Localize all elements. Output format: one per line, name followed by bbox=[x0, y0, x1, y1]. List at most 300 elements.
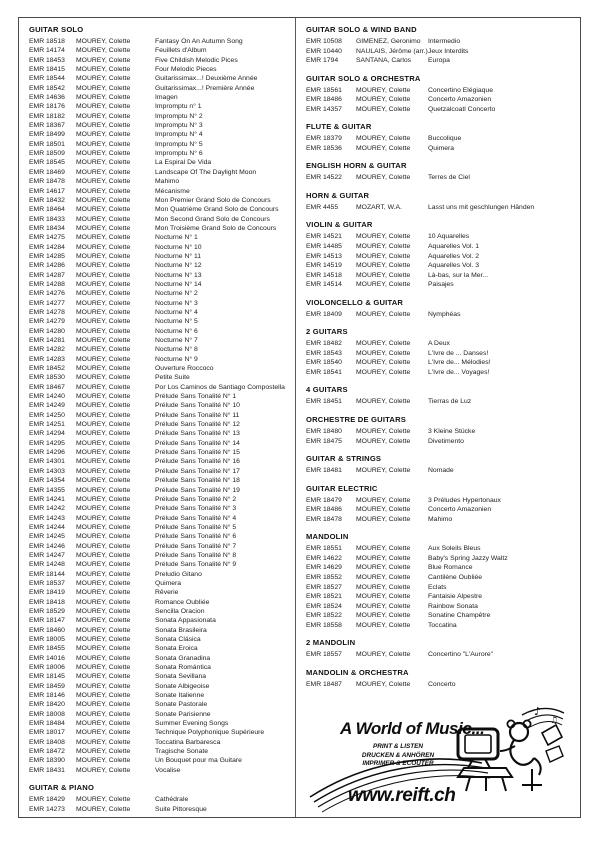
catalog-ref: EMR 14243 bbox=[29, 514, 65, 522]
catalog-row bbox=[306, 95, 572, 105]
catalog-title: Summer Evening Songs bbox=[155, 720, 229, 728]
catalog-composer: MOUREY, Colette bbox=[356, 515, 411, 523]
catalog-ref: EMR 18486 bbox=[306, 96, 342, 104]
catalog-row bbox=[306, 349, 572, 359]
catalog-composer: MOUREY, Colette bbox=[356, 271, 411, 279]
catalog-title: Quetzalcoatl Concerto bbox=[428, 105, 496, 113]
catalog-ref: EMR 14355 bbox=[29, 486, 65, 494]
catalog-ref: EMR 14245 bbox=[29, 533, 65, 541]
catalog-title: Tierras de Luz bbox=[428, 398, 472, 406]
catalog-composer: MOUREY, Colette bbox=[76, 505, 131, 513]
catalog-row bbox=[29, 102, 287, 111]
catalog-title: Por Los Caminos de Santiago Compostella bbox=[155, 383, 285, 391]
catalog-ref: EMR 14174 bbox=[29, 47, 65, 55]
catalog-composer: MOUREY, Colette bbox=[76, 196, 131, 204]
catalog-title: Guitarissimax...! Deuxième Année bbox=[155, 75, 258, 83]
catalog-title: Nocturne N° 2 bbox=[155, 290, 198, 298]
catalog-title: Romance Oubliée bbox=[155, 598, 210, 606]
catalog-row bbox=[29, 644, 287, 653]
catalog-title: Un Bouquet pour ma Guitare bbox=[155, 757, 242, 765]
catalog-title: L'Ivre de... Voyages! bbox=[428, 368, 490, 376]
catalog-row bbox=[29, 457, 287, 466]
section-header: 2 MANDOLIN bbox=[306, 638, 356, 648]
catalog-composer: MOUREY, Colette bbox=[76, 589, 131, 597]
catalog-ref: EMR 18487 bbox=[306, 680, 342, 688]
catalog-ref: EMR 14522 bbox=[306, 174, 342, 182]
catalog-ref: EMR 18464 bbox=[29, 206, 65, 214]
catalog-row bbox=[29, 626, 287, 635]
catalog-title: Fantasy On An Autumn Song bbox=[155, 38, 243, 45]
catalog-row bbox=[306, 232, 572, 242]
right-sections bbox=[306, 24, 572, 689]
catalog-row bbox=[29, 401, 287, 410]
catalog-composer: MOUREY, Colette bbox=[356, 243, 411, 251]
catalog-composer: MOUREY, Colette bbox=[76, 561, 131, 569]
catalog-title: Nocturne N° 13 bbox=[155, 271, 202, 279]
section-header: 4 GUITARS bbox=[306, 385, 348, 395]
catalog-row bbox=[306, 339, 572, 349]
catalog-composer: MOUREY, Colette bbox=[76, 523, 131, 531]
catalog-composer: MOUREY, Colette bbox=[76, 393, 131, 401]
catalog-composer: MOUREY, Colette bbox=[76, 449, 131, 457]
catalog-row bbox=[29, 719, 287, 728]
catalog-title: Prélude Sans Tonalité N° 9 bbox=[155, 561, 237, 569]
catalog-row bbox=[29, 252, 287, 261]
catalog-ref: EMR 14280 bbox=[29, 327, 65, 335]
catalog-composer: MOUREY, Colette bbox=[76, 748, 131, 756]
catalog-composer: MOUREY, Colette bbox=[356, 105, 411, 113]
catalog-composer: MOUREY, Colette bbox=[76, 430, 131, 438]
catalog-title: Jeux Interdits bbox=[428, 47, 469, 55]
catalog-title: Sonate Parisienne bbox=[155, 710, 211, 718]
catalog-ref: EMR 18455 bbox=[29, 645, 65, 653]
left-column bbox=[19, 18, 295, 817]
catalog-ref: EMR 14303 bbox=[29, 467, 65, 475]
catalog-composer: MOUREY, Colette bbox=[76, 224, 131, 232]
catalog-composer: MOUREY, Colette bbox=[76, 187, 131, 195]
section-header: MANDOLIN & ORCHESTRA bbox=[306, 667, 409, 677]
catalog-row bbox=[29, 373, 287, 382]
catalog-ref: EMR 14514 bbox=[306, 281, 342, 289]
catalog-composer: MOUREY, Colette bbox=[76, 701, 131, 709]
catalog-ref: EMR 14276 bbox=[29, 290, 65, 298]
catalog-title: Prélude Sans Tonalité N° 6 bbox=[155, 533, 237, 541]
catalog-ref: EMR 14518 bbox=[306, 271, 342, 279]
section-header: GUITAR SOLO & WIND BAND bbox=[306, 25, 417, 34]
catalog-ref: EMR 14285 bbox=[29, 252, 65, 260]
catalog-composer: MOUREY, Colette bbox=[76, 720, 131, 728]
catalog-row bbox=[29, 392, 287, 401]
catalog-row bbox=[29, 523, 287, 532]
catalog-row bbox=[29, 439, 287, 448]
catalog-row bbox=[306, 505, 572, 515]
catalog-row bbox=[29, 224, 287, 233]
catalog-title: Prélude Sans Tonalité N° 18 bbox=[155, 477, 240, 485]
catalog-composer: MOUREY, Colette bbox=[76, 271, 131, 279]
catalog-composer: MOUREY, Colette bbox=[76, 514, 131, 522]
catalog-composer: MOUREY, Colette bbox=[76, 252, 131, 260]
catalog-row bbox=[29, 607, 287, 616]
catalog-row bbox=[29, 215, 287, 224]
catalog-composer: MOUREY, Colette bbox=[76, 66, 131, 74]
catalog-row bbox=[29, 280, 287, 289]
catalog-composer: MOUREY, Colette bbox=[356, 349, 411, 357]
reift-logo bbox=[306, 699, 572, 817]
catalog-ref: EMR 18521 bbox=[306, 593, 342, 601]
catalog-composer: MOUREY, Colette bbox=[76, 355, 131, 363]
catalog-row bbox=[29, 196, 287, 205]
catalog-row bbox=[29, 299, 287, 308]
content-frame bbox=[18, 17, 581, 818]
section-header: GUITAR ELECTRIC bbox=[306, 483, 378, 493]
catalog-ref: EMR 18529 bbox=[29, 607, 65, 615]
catalog-row bbox=[29, 65, 287, 74]
catalog-title: Prélude Sans Tonalité N° 4 bbox=[155, 514, 237, 522]
catalog-row bbox=[306, 602, 572, 612]
catalog-composer: MOUREY, Colette bbox=[76, 551, 131, 559]
catalog-ref: EMR 14278 bbox=[29, 308, 65, 316]
catalog-ref: EMR 14301 bbox=[29, 458, 65, 466]
catalog-composer: MOUREY, Colette bbox=[356, 428, 411, 436]
catalog-row bbox=[29, 551, 287, 560]
catalog-ref: EMR 18536 bbox=[306, 144, 342, 152]
right-column bbox=[296, 18, 580, 817]
catalog-row bbox=[306, 466, 572, 476]
catalog-composer: MOUREY, Colette bbox=[356, 281, 411, 289]
catalog-title: Quimera bbox=[428, 144, 455, 152]
catalog-title: Prélude Sans Tonalité N° 10 bbox=[155, 402, 240, 410]
catalog-title: Mon Second Grand Solo de Concours bbox=[155, 215, 270, 223]
catalog-composer: MOUREY, Colette bbox=[356, 573, 411, 581]
catalog-title: Blue Romance bbox=[428, 564, 473, 572]
catalog-row bbox=[29, 355, 287, 364]
catalog-composer: MOUREY, Colette bbox=[76, 673, 131, 681]
section-header: 2 GUITARS bbox=[306, 327, 348, 337]
catalog-composer: MOUREY, Colette bbox=[76, 84, 131, 92]
section-header: GUITAR & STRINGS bbox=[306, 454, 382, 464]
svg-text:♪: ♪ bbox=[534, 705, 542, 719]
catalog-title: Quimera bbox=[155, 579, 182, 587]
catalog-ref: EMR 14240 bbox=[29, 393, 65, 401]
catalog-row bbox=[306, 47, 572, 57]
catalog-row bbox=[29, 635, 287, 644]
catalog-row bbox=[29, 177, 287, 186]
catalog-composer: MOUREY, Colette bbox=[76, 122, 131, 130]
catalog-title: Prélude Sans Tonalité N° 2 bbox=[155, 495, 237, 503]
catalog-row bbox=[29, 112, 287, 121]
catalog-title: Sonate Pastorale bbox=[155, 701, 208, 709]
catalog-row bbox=[29, 728, 287, 737]
catalog-ref: EMR 18558 bbox=[306, 621, 342, 629]
catalog-title: Nocturne N° 11 bbox=[155, 252, 202, 260]
catalog-ref: EMR 14519 bbox=[306, 262, 342, 270]
catalog-ref: EMR 14282 bbox=[29, 346, 65, 354]
catalog-ref: EMR 18541 bbox=[306, 368, 342, 376]
catalog-title: Prélude Sans Tonalité N° 16 bbox=[155, 458, 240, 466]
catalog-composer: MOUREY, Colette bbox=[356, 506, 411, 514]
catalog-title: Nocturne N° 3 bbox=[155, 299, 198, 307]
catalog-title: Concerto Amazonien bbox=[428, 96, 492, 104]
catalog-ref: EMR 14617 bbox=[29, 187, 65, 195]
catalog-composer: MOUREY, Colette bbox=[76, 533, 131, 541]
catalog-row bbox=[306, 592, 572, 602]
catalog-row bbox=[306, 134, 572, 144]
catalog-row bbox=[306, 242, 572, 252]
catalog-row bbox=[29, 336, 287, 345]
catalog-composer: MOUREY, Colette bbox=[76, 318, 131, 326]
catalog-title: Aquarelles Vol. 1 bbox=[428, 243, 480, 251]
catalog-row bbox=[29, 46, 287, 55]
section-header: GUITAR SOLO & ORCHESTRA bbox=[306, 73, 421, 83]
catalog-composer: MOUREY, Colette bbox=[76, 738, 131, 746]
catalog-ref: EMR 14288 bbox=[29, 280, 65, 288]
catalog-ref: EMR 18518 bbox=[29, 38, 65, 45]
catalog-ref: EMR 14279 bbox=[29, 318, 65, 326]
catalog-row bbox=[29, 149, 287, 158]
logo-subline-en: PRINT & LISTEN bbox=[372, 743, 424, 751]
catalog-ref: EMR 18459 bbox=[29, 682, 65, 690]
catalog-row bbox=[306, 496, 572, 506]
catalog-composer: MOUREY, Colette bbox=[76, 710, 131, 718]
catalog-composer: MOUREY, Colette bbox=[76, 486, 131, 494]
catalog-row bbox=[306, 544, 572, 554]
catalog-ref: EMR 18390 bbox=[29, 757, 65, 765]
catalog-composer: MOUREY, Colette bbox=[356, 467, 411, 475]
catalog-row bbox=[29, 795, 287, 804]
catalog-row bbox=[306, 573, 572, 583]
catalog-row bbox=[29, 327, 287, 336]
catalog-title: Tragische Sonate bbox=[155, 748, 209, 756]
catalog-composer: MOUREY, Colette bbox=[76, 607, 131, 615]
catalog-title: Petite Suite bbox=[155, 374, 190, 382]
catalog-ref: EMR 18452 bbox=[29, 365, 65, 373]
logo-subline-fr: IMPRIMER & ECOUTER bbox=[362, 759, 434, 767]
catalog-title: Concertino Elégiaque bbox=[428, 86, 493, 94]
catalog-title: Prélude Sans Tonalité N° 11 bbox=[155, 411, 240, 419]
catalog-title: Four Melodic Pieces bbox=[155, 66, 217, 74]
catalog-title: Divetimento bbox=[428, 437, 464, 445]
catalog-row bbox=[306, 611, 572, 621]
catalog-composer: MOUREY, Colette bbox=[76, 570, 131, 578]
catalog-composer: MOUREY, Colette bbox=[76, 290, 131, 298]
catalog-title: Aquarelles Vol. 3 bbox=[428, 262, 480, 270]
catalog-ref: EMR 18544 bbox=[29, 75, 65, 83]
catalog-ref: EMR 14513 bbox=[306, 252, 342, 260]
catalog-composer: MOUREY, Colette bbox=[76, 243, 131, 251]
catalog-row bbox=[29, 663, 287, 672]
catalog-title: Sonata Sevillana bbox=[155, 673, 207, 681]
catalog-composer: MOUREY, Colette bbox=[356, 135, 411, 143]
catalog-composer: MOUREY, Colette bbox=[76, 262, 131, 270]
catalog-row bbox=[29, 187, 287, 196]
catalog-row bbox=[29, 420, 287, 429]
catalog-title: Vocalise bbox=[155, 766, 181, 774]
catalog-composer: MOUREY, Colette bbox=[356, 437, 411, 445]
catalog-ref: EMR 14521 bbox=[306, 233, 342, 241]
catalog-title: Feuillets d'Album bbox=[155, 47, 207, 55]
catalog-row bbox=[29, 747, 287, 756]
catalog-title: Toccatina bbox=[428, 621, 457, 629]
catalog-title: Intermedio bbox=[428, 38, 461, 45]
catalog-composer: MOUREY, Colette bbox=[76, 458, 131, 466]
catalog-row bbox=[306, 515, 572, 525]
catalog-composer: MOUREY, Colette bbox=[76, 421, 131, 429]
catalog-ref: EMR 18509 bbox=[29, 150, 65, 158]
catalog-ref: EMR 18431 bbox=[29, 766, 65, 774]
catalog-ref: EMR 18478 bbox=[306, 515, 342, 523]
catalog-ref: EMR 18418 bbox=[29, 598, 65, 606]
catalog-title: Impromptu n° 1 bbox=[155, 103, 202, 111]
catalog-composer: MOUREY, Colette bbox=[76, 131, 131, 139]
catalog-title: Nocturne N° 5 bbox=[155, 318, 198, 326]
catalog-ref: EMR 18561 bbox=[306, 86, 342, 94]
catalog-title: Aux Soleils Bleus bbox=[428, 545, 481, 553]
catalog-title: Prélude Sans Tonalité N° 12 bbox=[155, 421, 240, 429]
catalog-composer: MOUREY, Colette bbox=[356, 144, 411, 152]
catalog-ref: EMR 18472 bbox=[29, 748, 65, 756]
catalog-row bbox=[29, 672, 287, 681]
catalog-title: Là-bas, sur la Mer... bbox=[428, 271, 489, 279]
catalog-ref: EMR 18006 bbox=[29, 664, 65, 672]
catalog-title: Sonata Appasionata bbox=[155, 617, 216, 625]
catalog-ref: EMR 18419 bbox=[29, 589, 65, 597]
catalog-ref: EMR 18469 bbox=[29, 168, 65, 176]
catalog-composer: MOZART, W.A. bbox=[356, 203, 402, 211]
catalog-row bbox=[29, 467, 287, 476]
catalog-title: Fantaisie Alpestre bbox=[428, 593, 483, 601]
catalog-ref: EMR 14294 bbox=[29, 430, 65, 438]
catalog-title: Sonata Eroica bbox=[155, 645, 198, 653]
catalog-row bbox=[29, 682, 287, 691]
catalog-row bbox=[29, 56, 287, 65]
catalog-ref: EMR 18552 bbox=[306, 573, 342, 581]
catalog-title: A Deux bbox=[428, 340, 450, 348]
catalog-row bbox=[29, 158, 287, 167]
catalog-composer: MOUREY, Colette bbox=[76, 402, 131, 410]
section-header: MANDOLIN bbox=[306, 532, 349, 542]
catalog-ref: EMR 18146 bbox=[29, 692, 65, 700]
catalog-ref: EMR 18478 bbox=[29, 178, 65, 186]
catalog-ref: EMR 18147 bbox=[29, 617, 65, 625]
catalog-composer: MOUREY, Colette bbox=[76, 692, 131, 700]
catalog-ref: EMR 14277 bbox=[29, 299, 65, 307]
catalog-title: Concerto bbox=[428, 680, 456, 688]
logo-website-url: www.reift.ch bbox=[348, 785, 456, 807]
catalog-row bbox=[306, 427, 572, 437]
catalog-composer: MOUREY, Colette bbox=[76, 234, 131, 242]
catalog-title: Imagen bbox=[155, 94, 178, 102]
catalog-composer: MOUREY, Colette bbox=[356, 310, 411, 318]
catalog-ref: EMR 14241 bbox=[29, 495, 65, 503]
catalog-row bbox=[29, 429, 287, 438]
catalog-composer: MOUREY, Colette bbox=[356, 262, 411, 270]
catalog-composer: MOUREY, Colette bbox=[76, 477, 131, 485]
catalog-title: Prélude Sans Tonalité N° 5 bbox=[155, 523, 237, 531]
catalog-composer: MOUREY, Colette bbox=[76, 159, 131, 167]
catalog-title: Nocturne N° 14 bbox=[155, 280, 202, 288]
catalog-title: Rêverie bbox=[155, 589, 179, 597]
catalog-title: Prélude Sans Tonalité N° 15 bbox=[155, 449, 240, 457]
catalog-row bbox=[29, 756, 287, 765]
catalog-row bbox=[29, 233, 287, 242]
catalog-row bbox=[29, 700, 287, 709]
catalog-ref: EMR 18484 bbox=[29, 720, 65, 728]
catalog-composer: MOUREY, Colette bbox=[356, 496, 411, 504]
catalog-row bbox=[29, 84, 287, 93]
catalog-composer: MOUREY, Colette bbox=[356, 680, 411, 688]
catalog-row bbox=[306, 437, 572, 447]
catalog-composer: MOUREY, Colette bbox=[356, 612, 411, 620]
catalog-composer: MOUREY, Colette bbox=[76, 654, 131, 662]
section-header: ORCHESTRE DE GUITARS bbox=[306, 415, 407, 425]
catalog-ref: EMR 14636 bbox=[29, 94, 65, 102]
catalog-composer: MOUREY, Colette bbox=[76, 103, 131, 111]
catalog-title: Prélude Sans Tonalité N° 8 bbox=[155, 551, 237, 559]
catalog-title: Sonata Romántica bbox=[155, 664, 211, 672]
catalog-composer: SANTANA, Carlos bbox=[356, 57, 412, 65]
catalog-row bbox=[29, 542, 287, 551]
catalog-row bbox=[29, 271, 287, 280]
catalog-composer: MOUREY, Colette bbox=[76, 626, 131, 634]
catalog-ref: EMR 4455 bbox=[306, 203, 339, 211]
catalog-title: L'Ivre de... Mélodies! bbox=[428, 359, 491, 367]
catalog-row bbox=[29, 710, 287, 719]
catalog-composer: MOUREY, Colette bbox=[76, 112, 131, 120]
catalog-composer: MOUREY, Colette bbox=[356, 651, 411, 659]
catalog-composer: MOUREY, Colette bbox=[76, 579, 131, 587]
catalog-row bbox=[306, 56, 572, 66]
catalog-row bbox=[29, 738, 287, 747]
catalog-row bbox=[306, 86, 572, 96]
catalog-title: Impromptu N° 2 bbox=[155, 112, 203, 120]
catalog-ref: EMR 14247 bbox=[29, 551, 65, 559]
catalog-title: Eclats bbox=[428, 583, 447, 591]
catalog-row bbox=[29, 504, 287, 513]
catalog-title: Prélude Sans Tonalité N° 3 bbox=[155, 505, 237, 513]
catalog-composer: MOUREY, Colette bbox=[76, 682, 131, 690]
catalog-ref: EMR 14251 bbox=[29, 421, 65, 429]
catalog-composer: MOUREY, Colette bbox=[76, 215, 131, 223]
catalog-ref: EMR 18415 bbox=[29, 66, 65, 74]
catalog-composer: MOUREY, Colette bbox=[76, 346, 131, 354]
catalog-title: Sonate Albigeoise bbox=[155, 682, 210, 690]
catalog-title: Paisajes bbox=[428, 281, 454, 289]
catalog-row bbox=[29, 317, 287, 326]
catalog-row bbox=[306, 368, 572, 378]
catalog-title: Sonata Brasileira bbox=[155, 626, 207, 634]
catalog-title: Impromptu N° 3 bbox=[155, 122, 203, 130]
catalog-title: Guitarissimax...! Première Année bbox=[155, 84, 255, 92]
catalog-composer: MOUREY, Colette bbox=[76, 47, 131, 55]
catalog-title: Nymphéas bbox=[428, 310, 461, 318]
section-header: ENGLISH HORN & GUITAR bbox=[306, 161, 407, 171]
catalog-composer: MOUREY, Colette bbox=[76, 495, 131, 503]
catalog-ref: EMR 14246 bbox=[29, 542, 65, 550]
catalog-ref: EMR 14287 bbox=[29, 271, 65, 279]
catalog-title: Nocturne N° 12 bbox=[155, 262, 202, 270]
catalog-title: 10 Aquarelles bbox=[428, 233, 470, 241]
catalog-ref: EMR 18017 bbox=[29, 729, 65, 737]
catalog-ref: EMR 18527 bbox=[306, 583, 342, 591]
catalog-row bbox=[306, 563, 572, 573]
catalog-row bbox=[29, 205, 287, 214]
catalog-composer: MOUREY, Colette bbox=[356, 368, 411, 376]
catalog-composer: MOUREY, Colette bbox=[356, 621, 411, 629]
catalog-ref: EMR 14249 bbox=[29, 402, 65, 410]
catalog-row bbox=[29, 766, 287, 775]
catalog-title: Nocturne N° 9 bbox=[155, 355, 198, 363]
catalog-ref: EMR 14357 bbox=[306, 105, 342, 113]
